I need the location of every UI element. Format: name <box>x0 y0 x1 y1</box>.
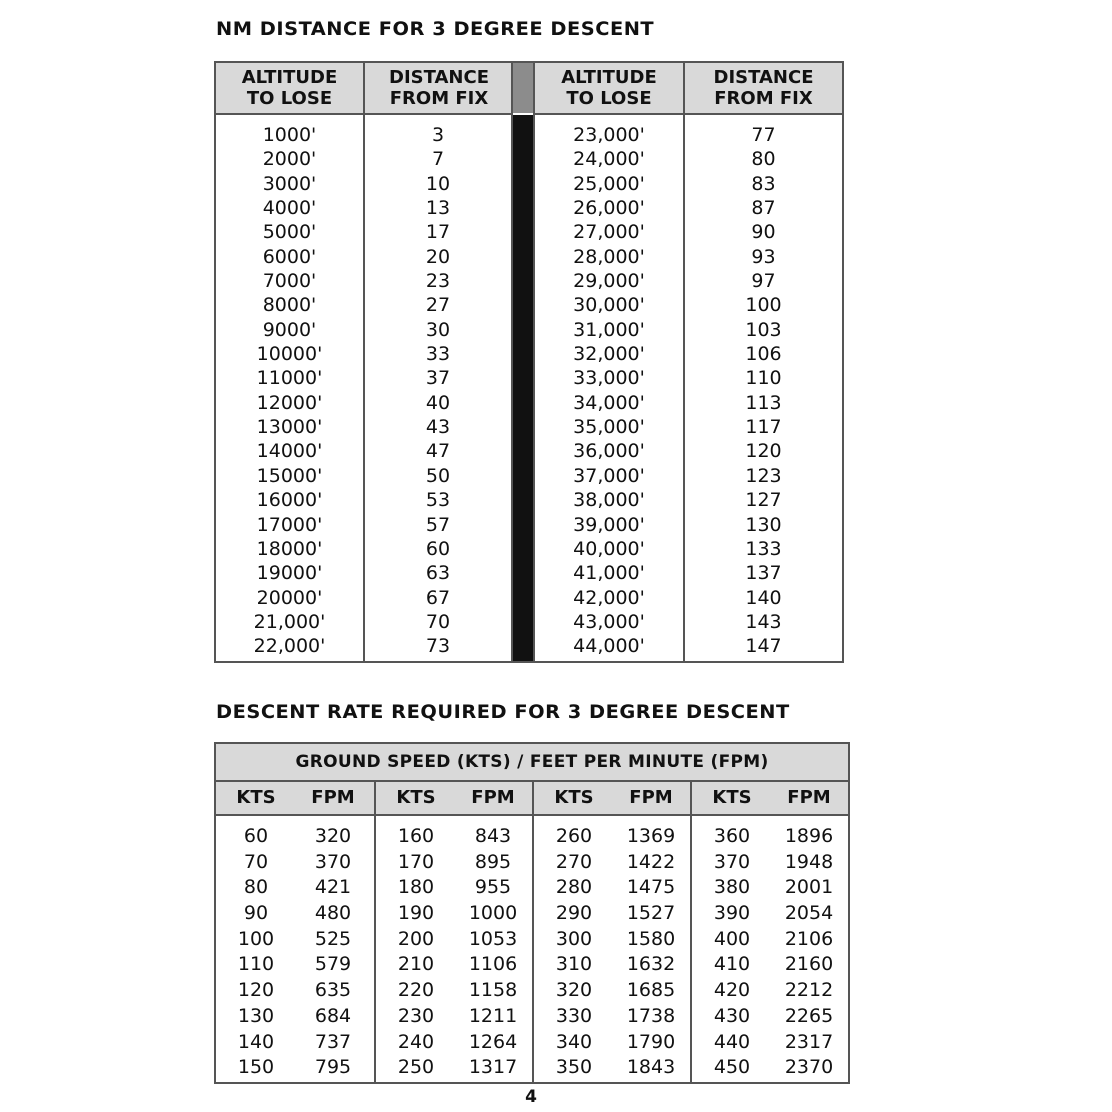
fpm-cell: 1527 <box>626 902 676 925</box>
kts-cell: 310 <box>555 953 593 976</box>
table-cell: 43 <box>425 416 451 439</box>
table-row <box>376 952 532 978</box>
kts-cell: 330 <box>555 1004 593 1027</box>
table-row <box>376 1030 532 1056</box>
table-cell: 31,000' <box>573 318 645 341</box>
header-text: TO LOSE <box>246 88 333 109</box>
header-altitude-right <box>535 63 683 115</box>
distance-column-right <box>685 115 842 661</box>
fpm-cell: 1632 <box>626 953 676 976</box>
table-cell: 147 <box>745 635 782 658</box>
kts-cell: 230 <box>397 1004 435 1027</box>
table-cell: 33,000' <box>573 367 645 390</box>
kts-cell: 390 <box>713 902 751 925</box>
table-cell: 70 <box>425 610 451 633</box>
header-text: FROM FIX <box>714 88 813 109</box>
table-cell: 13 <box>425 197 451 220</box>
table-row <box>216 824 374 850</box>
table-cell: 47 <box>425 440 451 463</box>
fpm-cell: 320 <box>314 825 352 847</box>
kts-cell: 440 <box>713 1030 751 1053</box>
kts-cell: 290 <box>555 902 593 925</box>
table-row <box>692 978 848 1004</box>
table-cell: 87 <box>751 197 776 220</box>
kts-cell: 350 <box>555 1056 593 1079</box>
table-row <box>376 875 532 901</box>
table-row <box>534 824 690 850</box>
table-row <box>376 927 532 953</box>
kts-cell: 200 <box>397 927 435 950</box>
table-cell: 113 <box>745 391 782 414</box>
table-row <box>376 1004 532 1030</box>
kts-cell: 90 <box>243 902 269 925</box>
descent-rate-table <box>214 742 850 1084</box>
table-cell: 40,000' <box>573 537 645 560</box>
table-row <box>216 952 374 978</box>
fpm-cell: 480 <box>314 902 352 925</box>
fpm-cell: 955 <box>474 876 512 899</box>
fpm-cell: 2160 <box>784 953 834 976</box>
column-divider-bar <box>513 115 533 661</box>
group-body <box>692 824 848 1082</box>
kts-cell: 130 <box>237 1004 275 1027</box>
table-row <box>376 824 532 850</box>
header-text: ALTITUDE <box>561 67 657 88</box>
table-cell: 11000' <box>256 367 323 390</box>
header-text: ALTITUDE <box>241 67 338 88</box>
table-cell: 103 <box>745 318 782 341</box>
table-cell: 57 <box>425 513 451 536</box>
table-row <box>216 1055 374 1081</box>
table-cell: 16000' <box>256 489 323 512</box>
fpm-cell: 1422 <box>626 850 676 873</box>
table-cell: 6000' <box>262 245 317 268</box>
table-cell: 7000' <box>262 270 317 293</box>
fpm-header: FPM <box>629 787 673 808</box>
group-subheader <box>692 782 848 816</box>
table-cell: 93 <box>751 245 776 268</box>
table-row <box>692 901 848 927</box>
table-cell: 123 <box>745 464 782 487</box>
table-cell: 73 <box>425 635 451 658</box>
table-cell: 97 <box>751 270 776 293</box>
table-cell: 130 <box>745 513 782 536</box>
kts-cell: 450 <box>713 1056 751 1079</box>
fpm-header: FPM <box>311 787 355 808</box>
table-row <box>216 850 374 876</box>
table-cell: 18000' <box>256 537 323 560</box>
table-cell: 106 <box>745 343 782 366</box>
kts-cell: 300 <box>555 927 593 950</box>
group-subheader <box>376 782 532 816</box>
table-row <box>376 850 532 876</box>
table-cell: 80 <box>751 148 776 171</box>
fpm-cell: 2054 <box>784 902 834 925</box>
table-cell: 43,000' <box>573 610 645 633</box>
table-cell: 41,000' <box>573 562 645 585</box>
kts-cell: 270 <box>555 850 593 873</box>
fpm-cell: 1000 <box>468 902 518 925</box>
table-row <box>534 1030 690 1056</box>
fpm-cell: 1475 <box>626 876 676 899</box>
table-cell: 37,000' <box>573 464 645 487</box>
table-cell: 40 <box>425 391 451 414</box>
column-line <box>511 63 513 661</box>
table-cell: 13000' <box>256 416 323 439</box>
table-cell: 4000' <box>262 197 317 220</box>
table-cell: 110 <box>745 367 782 390</box>
fpm-header: FPM <box>471 787 515 808</box>
fpm-cell: 421 <box>314 876 352 899</box>
kts-cell: 140 <box>237 1030 275 1053</box>
fpm-cell: 2265 <box>784 1004 834 1027</box>
table-row <box>216 901 374 927</box>
fpm-cell: 795 <box>314 1056 352 1079</box>
table-row <box>692 1030 848 1056</box>
table-cell: 30 <box>425 318 451 341</box>
kts-cell: 280 <box>555 876 593 899</box>
page-number: 4 <box>525 1087 537 1107</box>
nm-distance-table <box>214 61 844 663</box>
fpm-cell: 1106 <box>468 953 518 976</box>
kts-header: KTS <box>396 787 436 808</box>
table-row <box>692 952 848 978</box>
kts-cell: 220 <box>397 979 435 1002</box>
kts-cell: 180 <box>397 876 435 899</box>
table-row <box>216 927 374 953</box>
group-subheader <box>216 782 374 816</box>
fpm-cell: 2370 <box>784 1056 834 1079</box>
kts-cell: 170 <box>397 850 435 873</box>
table-row <box>216 875 374 901</box>
table-cell: 20000' <box>256 586 323 609</box>
kts-header: KTS <box>236 787 276 808</box>
kts-cell: 60 <box>243 825 269 847</box>
table-row <box>534 901 690 927</box>
table-cell: 7 <box>431 148 445 171</box>
table-row <box>534 978 690 1004</box>
table-cell: 20 <box>425 245 451 268</box>
fpm-cell: 2001 <box>784 876 834 899</box>
table-row <box>692 927 848 953</box>
table-cell: 9000' <box>262 318 317 341</box>
table-cell: 14000' <box>256 440 323 463</box>
table-cell: 143 <box>745 610 782 633</box>
table-cell: 63 <box>425 562 451 585</box>
table-cell: 83 <box>751 172 776 195</box>
table-cell: 17000' <box>256 513 323 536</box>
table-cell: 100 <box>745 294 782 317</box>
fpm-cell: 1053 <box>468 927 518 950</box>
group-body <box>376 824 532 1082</box>
group-body <box>216 824 374 1082</box>
distance-column-left <box>365 115 511 661</box>
kts-cell: 360 <box>713 825 751 847</box>
table-cell: 90 <box>751 221 776 244</box>
fpm-cell: 737 <box>314 1030 352 1053</box>
table-row <box>534 1004 690 1030</box>
header-text: TO LOSE <box>566 88 652 109</box>
table-row <box>692 1055 848 1081</box>
table-cell: 28,000' <box>573 245 645 268</box>
table-cell: 27,000' <box>573 221 645 244</box>
table-row <box>692 875 848 901</box>
table-cell: 3000' <box>262 172 317 195</box>
table-cell: 127 <box>745 489 782 512</box>
table-row <box>692 824 848 850</box>
table-cell: 38,000' <box>573 489 645 512</box>
fpm-cell: 370 <box>314 850 352 873</box>
fpm-cell: 1580 <box>626 927 676 950</box>
table-cell: 17 <box>425 221 451 244</box>
fpm-cell: 895 <box>474 850 512 873</box>
fpm-cell: 1317 <box>468 1056 518 1079</box>
table-row <box>534 875 690 901</box>
kts-cell: 320 <box>555 979 593 1002</box>
kts-cell: 150 <box>237 1056 275 1079</box>
table-cell: 24,000' <box>573 148 645 171</box>
table-cell: 67 <box>425 586 451 609</box>
fpm-cell: 2212 <box>784 979 834 1002</box>
header-text: DISTANCE <box>389 67 489 88</box>
fpm-cell: 1948 <box>784 850 834 873</box>
header-distance-right <box>685 63 842 115</box>
fpm-cell: 635 <box>314 979 352 1002</box>
kts-cell: 100 <box>237 927 275 950</box>
fpm-cell: 1685 <box>626 979 676 1002</box>
kts-cell: 340 <box>555 1030 593 1053</box>
table-cell: 8000' <box>262 294 317 317</box>
table-cell: 1000' <box>262 124 317 146</box>
table-row <box>534 927 690 953</box>
group-body <box>534 824 690 1082</box>
kts-cell: 80 <box>243 876 269 899</box>
table-cell: 42,000' <box>573 586 645 609</box>
table-row <box>376 978 532 1004</box>
table-cell: 26,000' <box>573 197 645 220</box>
table-cell: 5000' <box>262 221 317 244</box>
table-cell: 77 <box>751 124 776 146</box>
kts-cell: 260 <box>555 825 593 847</box>
table-row <box>216 978 374 1004</box>
table-cell: 21,000' <box>253 610 326 633</box>
kts-cell: 400 <box>713 927 751 950</box>
table-row <box>534 952 690 978</box>
fpm-cell: 525 <box>314 927 352 950</box>
ground-speed-header: GROUND SPEED (KTS) / FEET PER MINUTE (FPM) <box>216 744 848 782</box>
table-cell: 35,000' <box>573 416 645 439</box>
header-distance-left <box>365 63 513 115</box>
kts-cell: 380 <box>713 876 751 899</box>
table-cell: 133 <box>745 537 782 560</box>
table-cell: 23,000' <box>573 124 645 146</box>
header-text: FROM FIX <box>389 88 489 109</box>
altitude-column-left <box>216 115 363 661</box>
table-cell: 50 <box>425 464 451 487</box>
kts-cell: 410 <box>713 953 751 976</box>
table-cell: 29,000' <box>573 270 645 293</box>
table-row <box>692 1004 848 1030</box>
table-row <box>534 850 690 876</box>
table-cell: 10 <box>425 172 451 195</box>
table-cell: 39,000' <box>573 513 645 536</box>
fpm-cell: 1843 <box>626 1056 676 1079</box>
table-cell: 10000' <box>256 343 323 366</box>
table-cell: 23 <box>425 270 451 293</box>
nm-distance-title: NM DISTANCE FOR 3 DEGREE DESCENT <box>216 18 655 40</box>
table-cell: 27 <box>425 294 451 317</box>
fpm-cell: 1896 <box>784 825 834 847</box>
kts-cell: 160 <box>397 825 435 847</box>
table-row <box>376 901 532 927</box>
fpm-cell: 1264 <box>468 1030 518 1053</box>
table-row <box>692 850 848 876</box>
header-altitude-left <box>216 63 363 115</box>
table-cell: 15000' <box>256 464 323 487</box>
fpm-cell: 1790 <box>626 1030 676 1053</box>
column-divider-header <box>513 63 533 113</box>
fpm-cell: 2106 <box>784 927 834 950</box>
kts-cell: 250 <box>397 1056 435 1079</box>
kts-cell: 70 <box>243 850 269 873</box>
fpm-cell: 1211 <box>468 1004 518 1027</box>
table-cell: 2000' <box>262 148 317 171</box>
altitude-column-right <box>535 115 683 661</box>
kts-cell: 190 <box>397 902 435 925</box>
kts-cell: 430 <box>713 1004 751 1027</box>
kts-cell: 120 <box>237 979 275 1002</box>
table-row <box>216 1030 374 1056</box>
table-cell: 53 <box>425 489 451 512</box>
kts-cell: 210 <box>397 953 435 976</box>
table-cell: 25,000' <box>573 172 645 195</box>
fpm-cell: 684 <box>314 1004 352 1027</box>
table-cell: 34,000' <box>573 391 645 414</box>
fpm-cell: 1369 <box>626 825 676 847</box>
header-text: DISTANCE <box>713 67 814 88</box>
fpm-cell: 843 <box>474 825 512 847</box>
table-cell: 30,000' <box>573 294 645 317</box>
fpm-cell: 2317 <box>784 1030 834 1053</box>
kts-cell: 370 <box>713 850 751 873</box>
table-cell: 140 <box>745 586 782 609</box>
table-cell: 22,000' <box>253 635 326 658</box>
fpm-cell: 1738 <box>626 1004 676 1027</box>
table-cell: 33 <box>425 343 451 366</box>
table-cell: 3 <box>431 124 445 146</box>
table-cell: 117 <box>745 416 782 439</box>
table-cell: 37 <box>425 367 451 390</box>
group-subheader <box>534 782 690 816</box>
table-row <box>376 1055 532 1081</box>
table-cell: 44,000' <box>573 635 645 658</box>
table-cell: 12000' <box>256 391 323 414</box>
kts-header: KTS <box>554 787 594 808</box>
table-cell: 36,000' <box>573 440 645 463</box>
table-cell: 120 <box>745 440 782 463</box>
table-row <box>216 1004 374 1030</box>
fpm-cell: 1158 <box>468 979 518 1002</box>
kts-cell: 420 <box>713 979 751 1002</box>
table-row <box>534 1055 690 1081</box>
descent-rate-title: DESCENT RATE REQUIRED FOR 3 DEGREE DESCENT <box>216 701 790 723</box>
kts-header: KTS <box>712 787 752 808</box>
fpm-header: FPM <box>787 787 831 808</box>
table-cell: 60 <box>425 537 451 560</box>
fpm-cell: 579 <box>314 953 352 976</box>
table-cell: 137 <box>745 562 782 585</box>
kts-cell: 240 <box>397 1030 435 1053</box>
table-cell: 19000' <box>256 562 323 585</box>
kts-cell: 110 <box>237 953 275 976</box>
table-cell: 32,000' <box>573 343 645 366</box>
